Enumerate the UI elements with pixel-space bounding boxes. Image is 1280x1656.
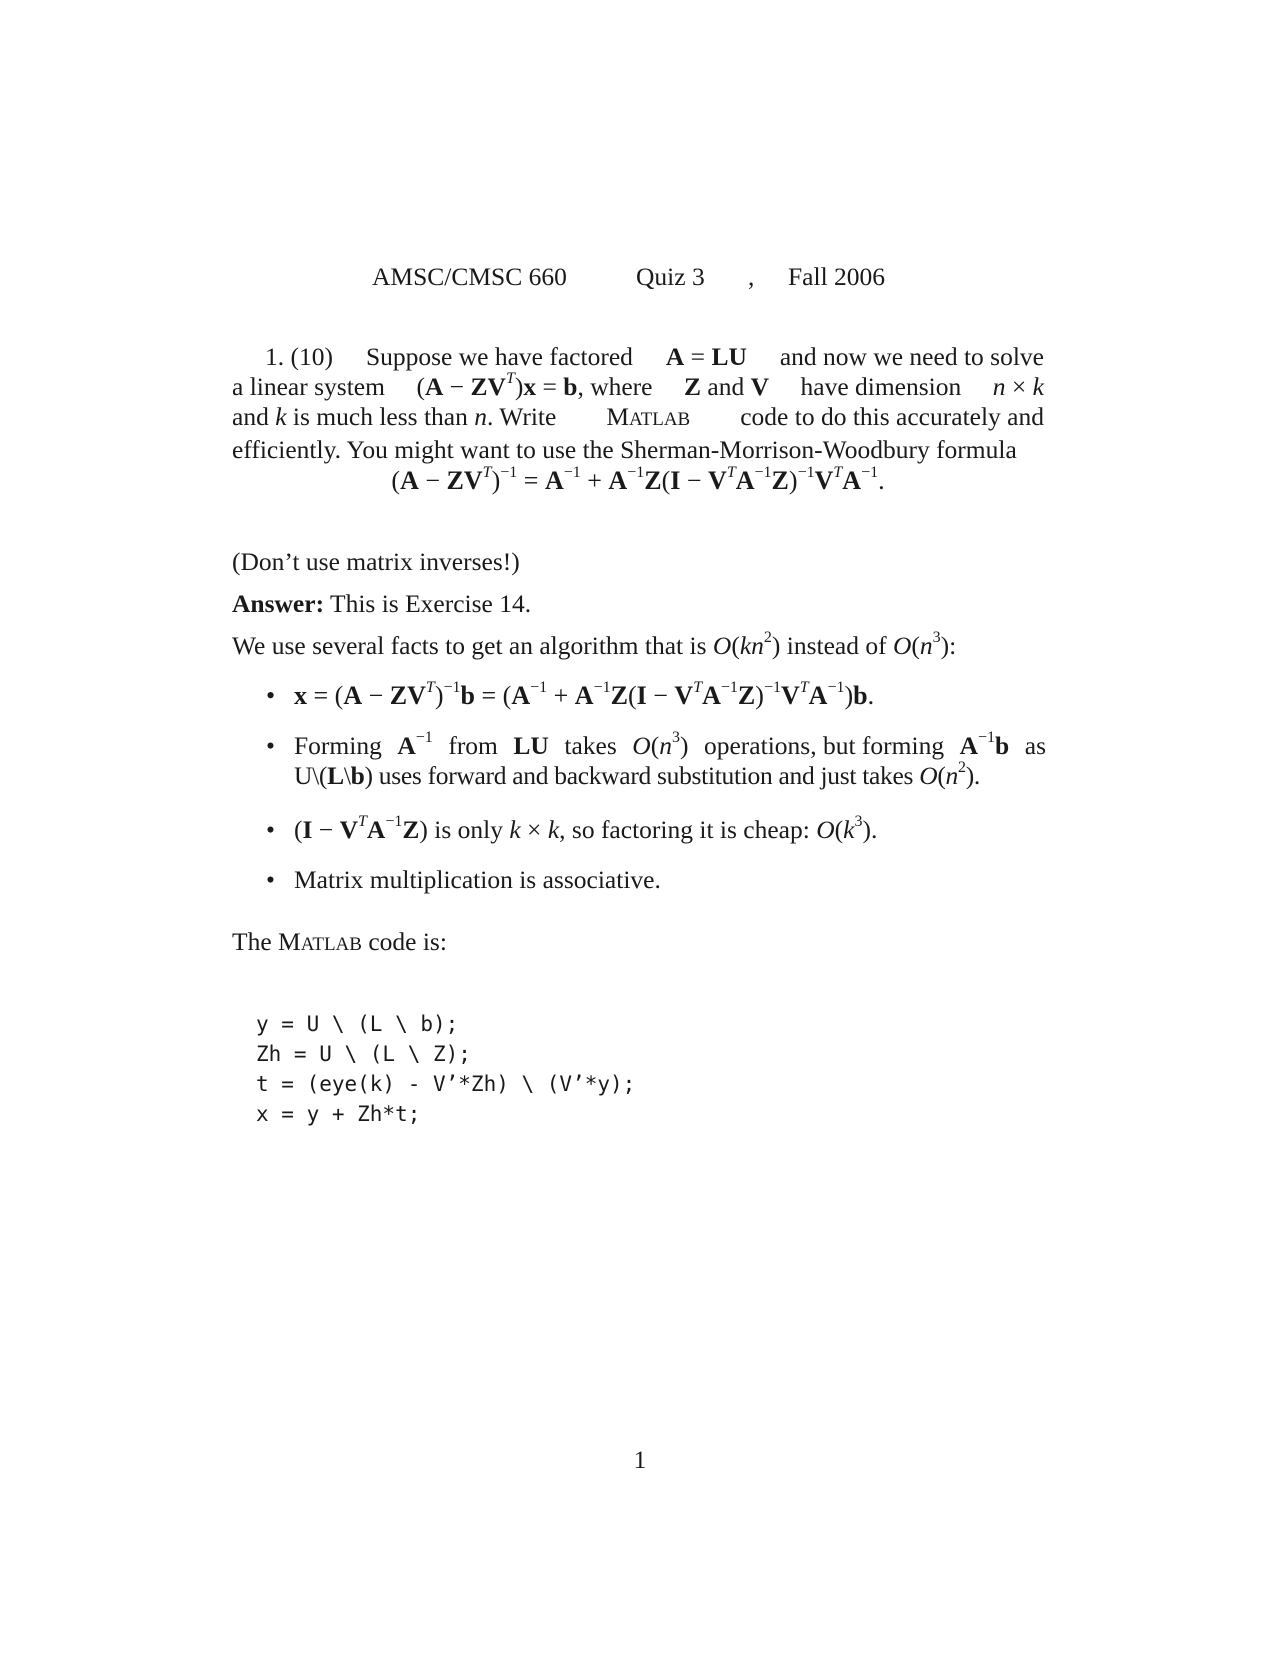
code-intro: The MATLAB code is:	[232, 927, 447, 956]
smw-formula: $(A - ZV^T)^{-1} = A^{-1} + A^{-1}Z(I - V^TA^{-1}Z)^{-1}V^TA^{-1}$.	[391, 464, 885, 495]
answer-text: This is Exercise 14.	[330, 589, 532, 618]
code-line: t = (eye(k) - V’*Zh) \ (V’*y);	[256, 1072, 636, 1096]
bullet-icon: •	[266, 865, 275, 894]
problem-line-1: 1. (10) Suppose we have factored A = LU and now we need to solve	[265, 342, 1044, 371]
page-header	[0, 262, 1280, 296]
bullet-icon: •	[266, 815, 275, 844]
problem-statement	[232, 342, 1044, 465]
answer-intro: We use several facts to get an algorithm that is $O(kn^2)$ instead of $O(n^3)$:	[232, 629, 957, 660]
answer-label: Answer:	[232, 589, 325, 618]
quiz-title: Quiz 3	[636, 262, 705, 291]
code-line: x = y + Zh*t;	[256, 1102, 421, 1126]
bullet-icon: •	[266, 681, 276, 710]
matlab-logo-text: MATLAB	[606, 402, 691, 431]
bullet-icon: •	[266, 731, 275, 760]
no-inverses-note: (Don’t use matrix inverses!)	[232, 547, 520, 576]
matlab-code-block	[256, 1009, 635, 1129]
header-separator: ,	[748, 262, 755, 291]
problem-line-3: and k is much less than n. Write MATLAB code to do this accurately and	[232, 402, 1044, 435]
course-code: AMSC/CMSC 660	[372, 262, 567, 291]
problem-line-2: a linear system $(A - ZV^T)x = b$, where Z and V have dimension n × k	[232, 370, 1044, 401]
code-line: y = U \ (L \ b);	[256, 1012, 459, 1036]
problem-line-4: efficiently. You might want to use the Sherman-Morrison-Woodbury formula	[232, 435, 1017, 464]
page-number: 1	[633, 1445, 647, 1474]
code-line: Zh = U \ (L \ Z);	[256, 1042, 471, 1066]
answer-line	[232, 589, 1044, 619]
term: Fall 2006	[788, 262, 886, 291]
